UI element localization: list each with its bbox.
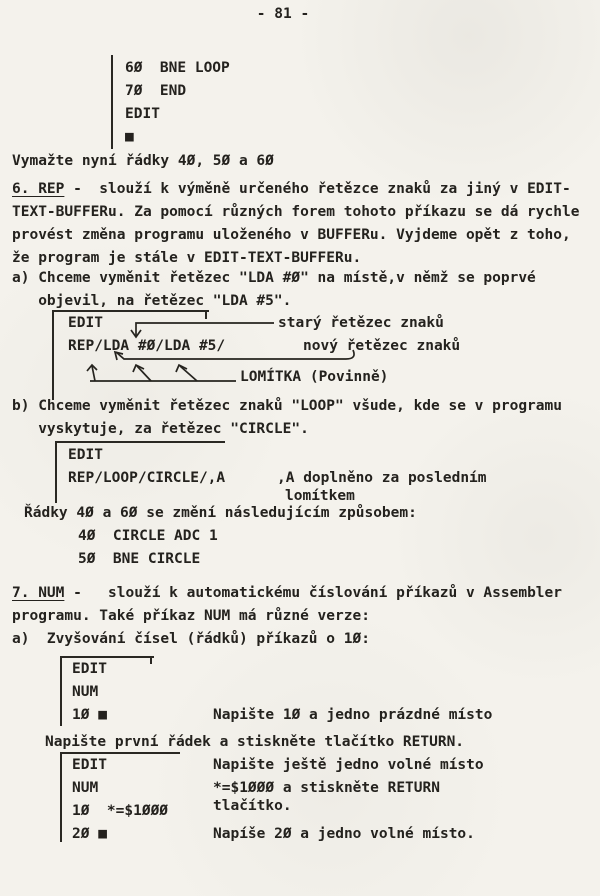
cursor-block: ■	[125, 129, 134, 145]
rep-syntax-diagram	[0, 306, 600, 404]
num-box2-note1: Napište ještě jedno volné místo	[213, 757, 484, 773]
section7-line2: programu. Také příkaz NUM má různé verze:	[12, 608, 370, 624]
label-new-string: nový řetězec znaků	[303, 338, 461, 354]
num-box1-note: Napište 1Ø a jedno prázdné místo	[213, 707, 493, 723]
num-box1-line10: 1Ø ■	[72, 707, 107, 723]
box-b-note2: lomítkem	[285, 488, 355, 504]
code-line: 6Ø BNE LOOP	[125, 60, 230, 76]
num-box2-note4: Napíše 2Ø a jedno volné místo.	[213, 826, 475, 842]
section6-line4: že program je stále v EDIT-TEXT-BUFFERu.	[12, 250, 362, 266]
num-box2-note3: tlačítko.	[213, 798, 292, 814]
num-box2-line20: 2Ø ■	[72, 826, 107, 842]
section6-heading: 6. REP	[12, 181, 65, 197]
num-box2-num: NUM	[72, 780, 99, 796]
box-b-rep: REP/LOOP/CIRCLE/,A	[68, 470, 226, 486]
section6-line3: provést změna programu uloženého v BUFFERu. Vyjdeme opět z toho,	[12, 227, 571, 243]
item-a-line2: objevil, na řetězec "LDA #5".	[12, 293, 292, 309]
code-line-40: 4Ø CIRCLE ADC 1	[78, 528, 218, 544]
box-b-edit: EDIT	[68, 447, 103, 463]
code-line: 7Ø END	[125, 83, 187, 99]
section7-line1	[12, 585, 562, 602]
paragraph-return: Napište první řádek a stiskněte tlačítko RETURN.	[45, 734, 465, 750]
num-box1-num: NUM	[72, 684, 99, 700]
code-listing-top	[111, 55, 230, 149]
section7-heading: 7. NUM	[12, 585, 65, 601]
section7-item-a: a) Zvyšování čísel (řádků) příkazů o 1Ø:	[12, 631, 370, 647]
label-old-string: starý řetězec znaků	[278, 315, 444, 331]
num-box1-edit: EDIT	[72, 661, 107, 677]
page-number: - 81 -	[256, 6, 310, 22]
paragraph-lines-change: Řádky 4Ø a 6Ø se změní následujícím způsobem:	[24, 505, 417, 521]
item-b-line2: vyskytuje, za řetězec "CIRCLE".	[12, 421, 309, 437]
section7-line1-rest: - slouží k automatickému číslování příkazů v Assembler	[64, 585, 562, 601]
diagram-code-edit: EDIT	[68, 315, 103, 331]
section6-line2: TEXT-BUFFERu. Za pomocí různých forem tohoto příkazu se dá rychle	[12, 204, 580, 220]
diagram-code-rep: REP/LDA #Ø/LDA #5/	[68, 338, 226, 354]
item-a-line1: a) Chceme vyměnit řetězec "LDA #Ø" na místě,v němž se poprvé	[12, 270, 536, 286]
code-line-50: 5Ø BNE CIRCLE	[78, 551, 201, 567]
label-slashes: LOMÍTKA (Povinně)	[240, 369, 389, 385]
item-b-line1: b) Chceme vyměnit řetězec znaků "LOOP" všude, kde se v programu	[12, 398, 562, 414]
num-box2-note2: *=$1ØØØ a stiskněte RETURN	[213, 780, 440, 796]
code-line: EDIT	[125, 106, 160, 122]
num-box2-edit: EDIT	[72, 757, 107, 773]
section6-line1	[12, 181, 571, 198]
paragraph-delete-lines: Vymažte nyní řádky 4Ø, 5Ø a 6Ø	[12, 153, 274, 169]
num-box2-line10: 1Ø *=$1ØØØ	[72, 803, 169, 819]
section6-line1-rest: - slouží k výměně určeného řetězce znaků za jiný v EDIT-	[64, 181, 571, 197]
box-b-note1: ,A doplněno za posledním	[277, 470, 487, 486]
num-box1-tick	[150, 656, 152, 664]
diagram-arrows	[0, 306, 600, 404]
